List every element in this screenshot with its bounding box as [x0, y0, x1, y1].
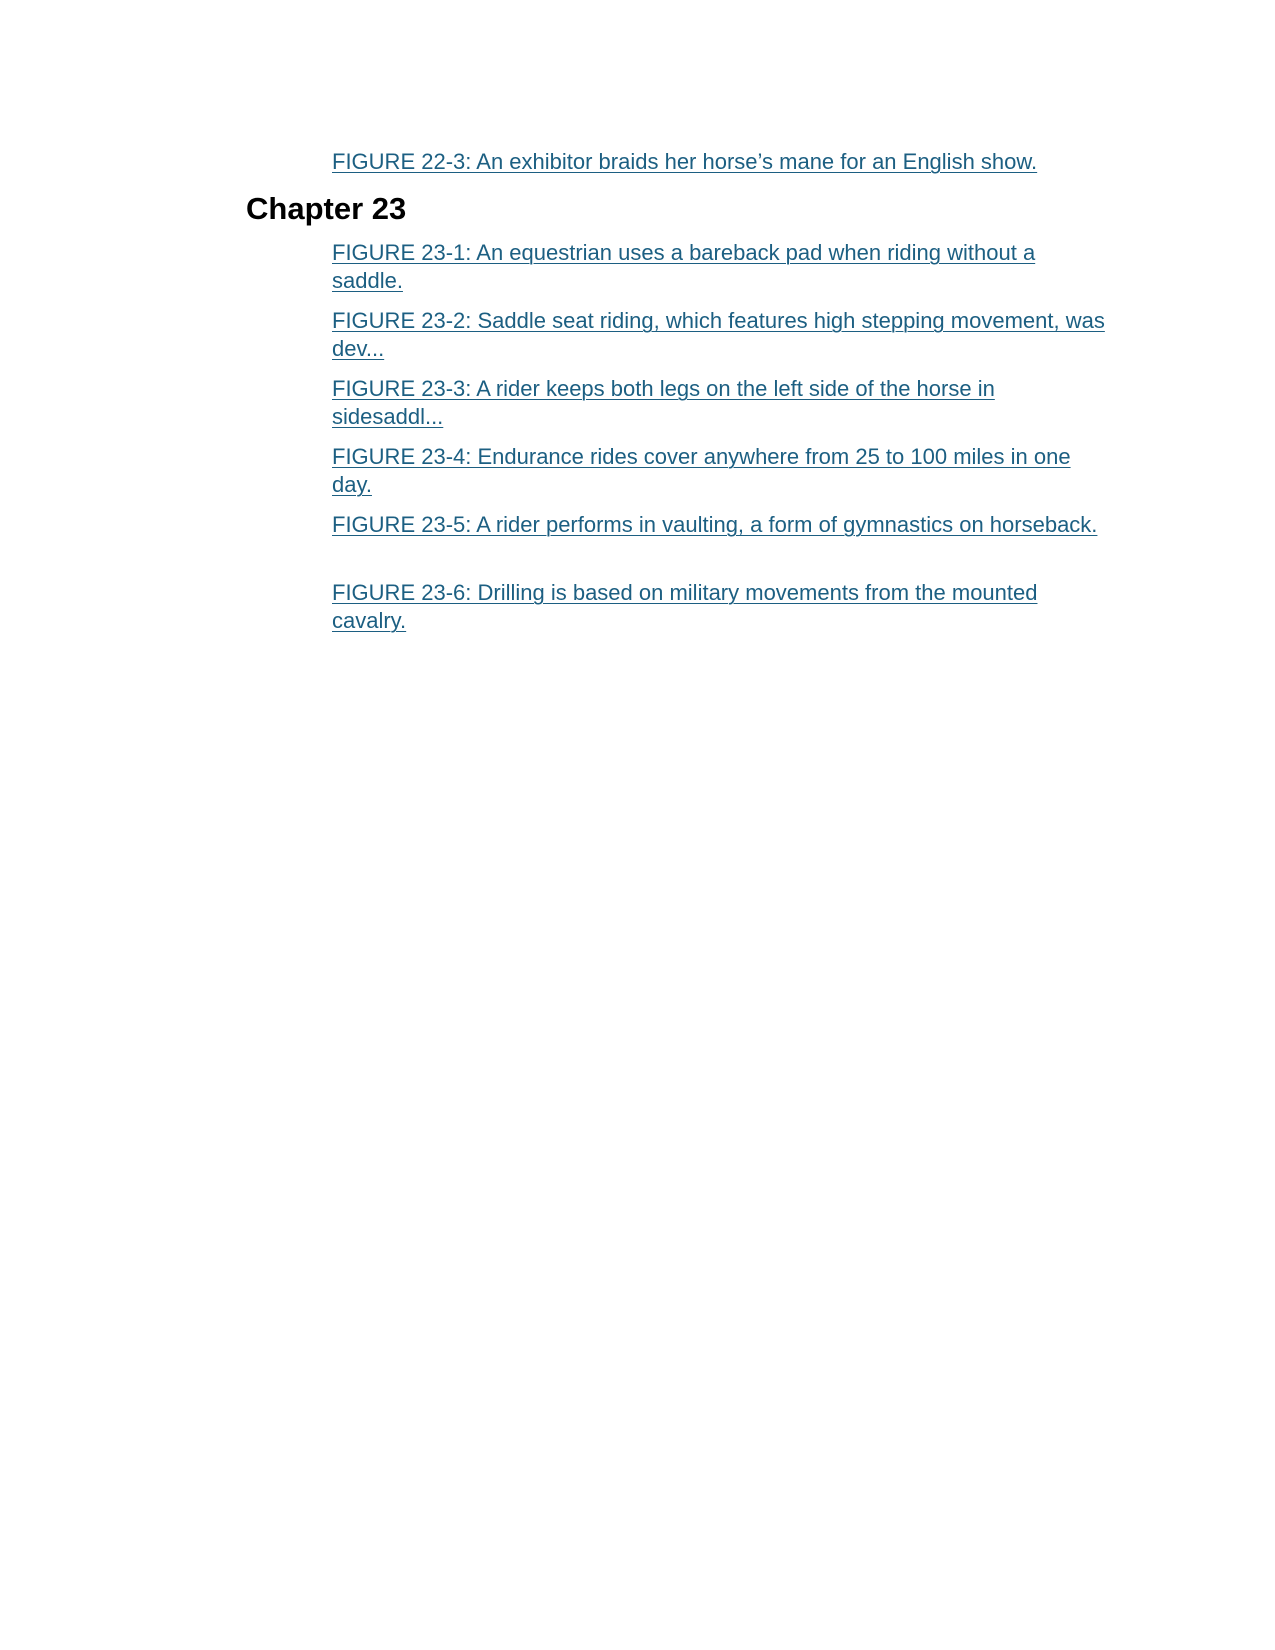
figure-link-23-2[interactable]: FIGURE 23-2: Saddle seat riding, which features high stepping movement, was dev... [332, 308, 1105, 361]
figure-link-23-6[interactable]: FIGURE 23-6: Drilling is based on military movements from the mounted cavalry. [332, 580, 1038, 633]
figure-link-23-3[interactable]: FIGURE 23-3: A rider keeps both legs on the left side of the horse in sidesaddl... [332, 376, 995, 429]
figure-link-23-1[interactable]: FIGURE 23-1: An equestrian uses a bareback pad when riding without a saddle. [332, 240, 1036, 293]
figure-link-23-4[interactable]: FIGURE 23-4: Endurance rides cover anywhere from 25 to 100 miles in one day. [332, 444, 1071, 497]
chapter-heading: Chapter 23 [246, 191, 407, 226]
figure-link-22-3[interactable]: FIGURE 22-3: An exhibitor braids her horse’s mane for an English show. [332, 149, 1038, 174]
figure-link-23-5[interactable]: FIGURE 23-5: A rider performs in vaulting, a form of gymnastics on horseback. [332, 512, 1098, 537]
